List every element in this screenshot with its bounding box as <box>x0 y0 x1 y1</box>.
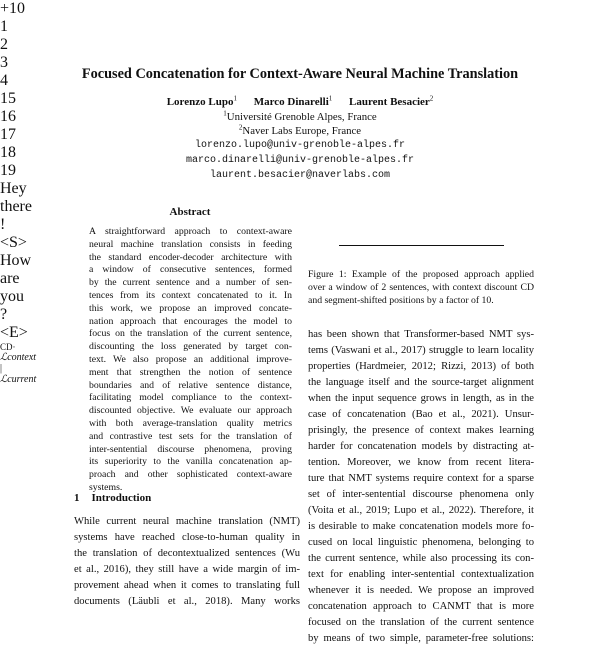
author-name: Laurent Besacier <box>349 96 430 108</box>
right-column-line: (Voita et al., 2019; Lupo et al., 2022). Therefore, it <box>308 505 534 516</box>
abstract-line: proach and other sophisticated context-aware <box>89 469 292 481</box>
right-column-line: tems (Vaswani et al., 2017) struggle to learn locality <box>308 345 534 356</box>
right-column-line: ture that NMT systems require context for a sparse <box>308 473 534 484</box>
position-index: 17 <box>0 126 16 143</box>
affiliation <box>40 125 560 137</box>
position-index: 19 <box>0 162 16 179</box>
abstract-line: this work, we propose an improved concate- <box>89 302 292 314</box>
abstract-body <box>89 226 292 495</box>
right-column-line: prisingly, the presence of context makes learning <box>308 425 534 436</box>
right-column-line: set of inter-sentential discourse phenomena only <box>308 489 534 500</box>
abstract-line: text. We also propose an additional improve- <box>89 353 292 365</box>
position-index: 16 <box>0 108 16 125</box>
figure-rule <box>339 245 504 246</box>
section-title: Introduction <box>91 492 152 504</box>
right-column-line: case of concatenation (Bao et al., 2021). Unsur- <box>308 409 534 420</box>
abstract-line: neural machine translation consists in feeding <box>89 238 292 250</box>
abstract-line: with both average-translation quality metrics <box>89 417 292 429</box>
position-index: 1 <box>0 18 8 35</box>
right-column-line: the current sentence, while also processing its con- <box>308 553 534 564</box>
abstract-line: A straightforward approach to context-aware <box>89 226 292 237</box>
abstract-line: discounted objective. We evaluate our approach <box>89 405 292 417</box>
right-column-line: by means of two simple, parameter-free solutions: <box>308 633 534 644</box>
figure-caption <box>308 269 534 307</box>
introduction-line: the translation of decontextualized sentences (Wu <box>74 548 300 559</box>
current-loss-label: ℒcurrent <box>0 374 37 385</box>
right-column-line: the language itself and the source-target alignment <box>308 377 534 388</box>
source-token: ! <box>0 216 6 233</box>
author <box>349 96 433 108</box>
right-column-line: text for enabling inter-sentential contextualization <box>308 569 534 580</box>
abstract-line: by the current sentence and a number of sen- <box>89 277 292 289</box>
introduction-line: et al., 2016), they still have a wide margin of im- <box>74 564 300 575</box>
end-token: <E> <box>0 324 28 341</box>
caption-line: and segment-shifted positions by a factor of 10. <box>308 294 494 306</box>
introduction-line: documents (Läubli et al., 2018). Many works <box>74 596 300 607</box>
source-token: ? <box>0 306 8 323</box>
abstract-line: a window of consecutive sentences, formed <box>89 264 292 276</box>
position-index: 3 <box>0 54 8 71</box>
abstract-line: discounting the loss generated by target con- <box>89 341 292 353</box>
abstract-line: focus on the translation of the current sentence, <box>89 328 292 340</box>
caption-line: Figure 1: Example of the proposed approach applied <box>308 269 534 280</box>
context-loss-label: ℒcontext <box>0 352 37 363</box>
author-email[interactable]: laurent.besacier@naverlabs.com <box>209 170 391 181</box>
position-index: 4 <box>0 72 8 89</box>
right-column-line: properties (Hardmeier, 2012; Rizzi, 2013) of both <box>308 361 534 372</box>
position-index: 15 <box>0 90 16 107</box>
author-email[interactable]: lorenzo.lupo@univ-grenoble-alpes.fr <box>194 140 406 151</box>
author-affiliation-mark: 1 <box>233 94 237 103</box>
source-token: How <box>0 252 32 269</box>
right-column-line: whenever it is needed. We propose an improved <box>308 585 534 596</box>
author-list <box>40 96 560 108</box>
position-index: 18 <box>0 144 16 161</box>
affiliation-text: Université Grenoble Alpes, France <box>226 111 377 123</box>
author-affiliation-mark: 1 <box>328 94 333 103</box>
separator-token: <S> <box>0 234 27 251</box>
abstract-line: its superiority to the vanilla concatenation ap- <box>89 456 292 468</box>
paper-title: Focused Concatenation for Context-Aware Neural Machine Translation <box>81 66 519 82</box>
abstract-line: facilitating model compliance to the context- <box>89 392 292 404</box>
introduction-body <box>74 514 300 610</box>
right-column-line: is desirable to make concatenation models more fo- <box>308 521 534 532</box>
abstract-line: and contrastive test sets for the translation of <box>89 430 292 442</box>
section-heading-introduction <box>74 492 151 504</box>
affiliation-mark: 1 <box>223 109 227 118</box>
author-email[interactable]: marco.dinarelli@univ-grenoble-alpes.fr <box>185 155 415 166</box>
caption-line: over a window of 2 sentences, with context discount CD <box>308 281 534 293</box>
right-column-body <box>308 327 534 647</box>
abstract-line: tences from its context concatenated to it. In <box>89 289 292 301</box>
abstract-heading: Abstract <box>169 206 211 218</box>
right-column-line: concatenation approach to CANMT that is more <box>308 601 534 612</box>
affiliation <box>40 111 560 123</box>
abstract-line: boundaries and of relative sentence distance, <box>89 379 292 391</box>
loss-separator: | <box>0 363 3 374</box>
abstract-line: systems. <box>89 481 123 493</box>
abstract-line: the standard encoder-decoder architecture with <box>89 251 292 263</box>
affiliation-mark: 2 <box>238 123 243 132</box>
author <box>167 96 237 108</box>
position-index: 2 <box>0 36 8 53</box>
right-column-line: focused on the translation of the current sentence <box>308 617 534 628</box>
right-column-line: cused on local linguistic phenomena, belonging to <box>308 537 534 548</box>
abstract-line: inter-sentential discourse phenomena, proving <box>89 443 292 455</box>
introduction-line: provement ahead when it comes to translating full <box>74 580 300 591</box>
author <box>254 96 333 108</box>
right-column-line: when the input sequence grows in length, as in the <box>308 393 534 404</box>
right-column-line: harder for concatenation models by distracting at- <box>308 441 534 452</box>
abstract-line: nation approach that encourages the model to <box>89 315 292 327</box>
right-column-line: tention. Moreover, we know from recent litera- <box>308 457 534 468</box>
abstract-line: ment that strengthen the notion of sentence <box>89 366 292 378</box>
introduction-line: While current neural machine translation (NMT) <box>74 516 300 527</box>
source-token: are <box>0 270 20 287</box>
source-token: there <box>0 198 32 215</box>
right-column-line: has been shown that Transformer-based NMT sys- <box>308 329 534 340</box>
affiliation-text: Naver Labs Europe, France <box>242 125 362 137</box>
section-number: 1 <box>74 492 80 504</box>
author-name: Lorenzo Lupo <box>166 96 234 108</box>
author-name: Marco Dinarelli <box>253 96 329 108</box>
position-shift-label: +10 <box>0 0 26 17</box>
author-affiliation-mark: 2 <box>429 94 434 103</box>
introduction-line: systems have reached close-to-human quality in <box>74 532 300 543</box>
context-discount-label: CD· <box>0 342 16 352</box>
source-token: you <box>0 288 24 305</box>
source-token: Hey <box>0 180 27 197</box>
